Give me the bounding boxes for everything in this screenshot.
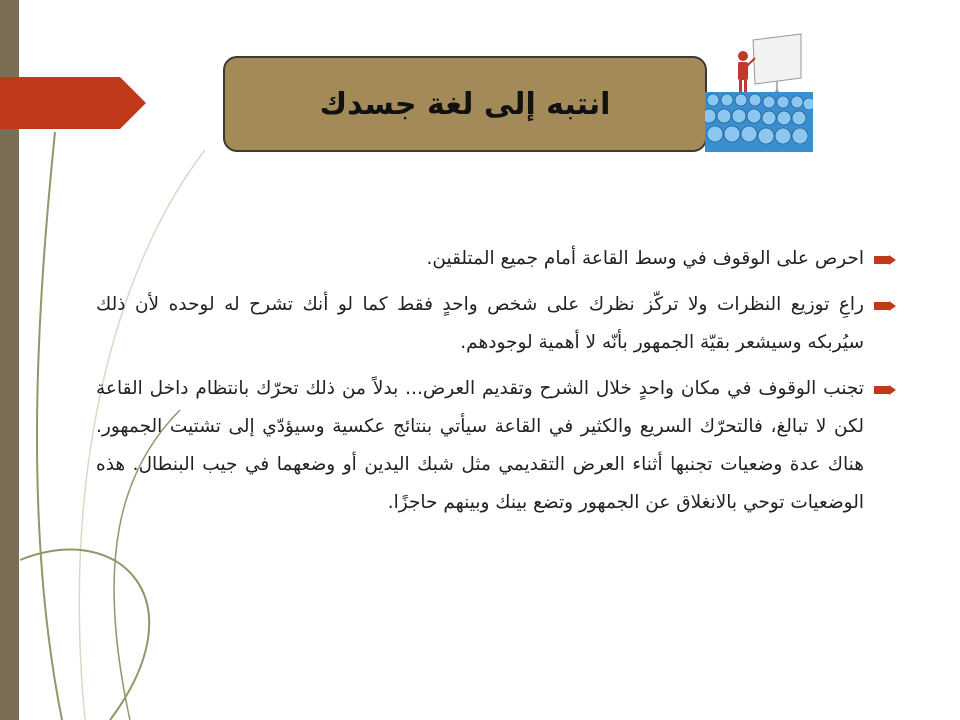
slide-title: انتبه إلى لغة جسدك (319, 86, 611, 122)
bullet-marker-icon (874, 255, 896, 265)
bullet-text: احرص على الوقوف في وسط القاعة أمام جميع المتلقين. (426, 248, 864, 269)
bullet-item (96, 370, 896, 522)
bullet-text: راعِ توزيع النظرات ولا تركّز نظرك على شخص واحدٍ فقط كما لو أنك تشرح له لوحده لأن ذلك سيُربكه وسيشعر بقيّة الجمهور بأنّه لا أهمية لوجودهم. (96, 294, 864, 353)
presenter-audience-icon (705, 30, 813, 152)
bullet-marker-icon (874, 385, 896, 395)
title-box (223, 56, 707, 152)
bullet-marker-icon (874, 301, 896, 311)
bullet-text: تجنب الوقوف في مكان واحدٍ خلال الشرح وتقديم العرض... بدلاً من ذلك تحرّك بانتظام داخل القاعة لكن لا تبالغ، فالتحرّك السريع والكثير في القاعة سيأتي بنتائج عكسية وسيؤدّي إلى تشتيت الجمهور. هناك عدة وضعيات تجنبها أثناء العرض التقديمي مثل شبك اليدين أو وضعهما في جيب البنطال. هذه الوضعيات توحي بالانغلاق عن الجمهور وتضع بينك وبينهم حاجزًا. (96, 378, 864, 513)
bullet-list (96, 240, 896, 530)
bullet-item (96, 286, 896, 362)
bullet-item (96, 240, 896, 278)
red-arrow-tab (0, 77, 146, 129)
